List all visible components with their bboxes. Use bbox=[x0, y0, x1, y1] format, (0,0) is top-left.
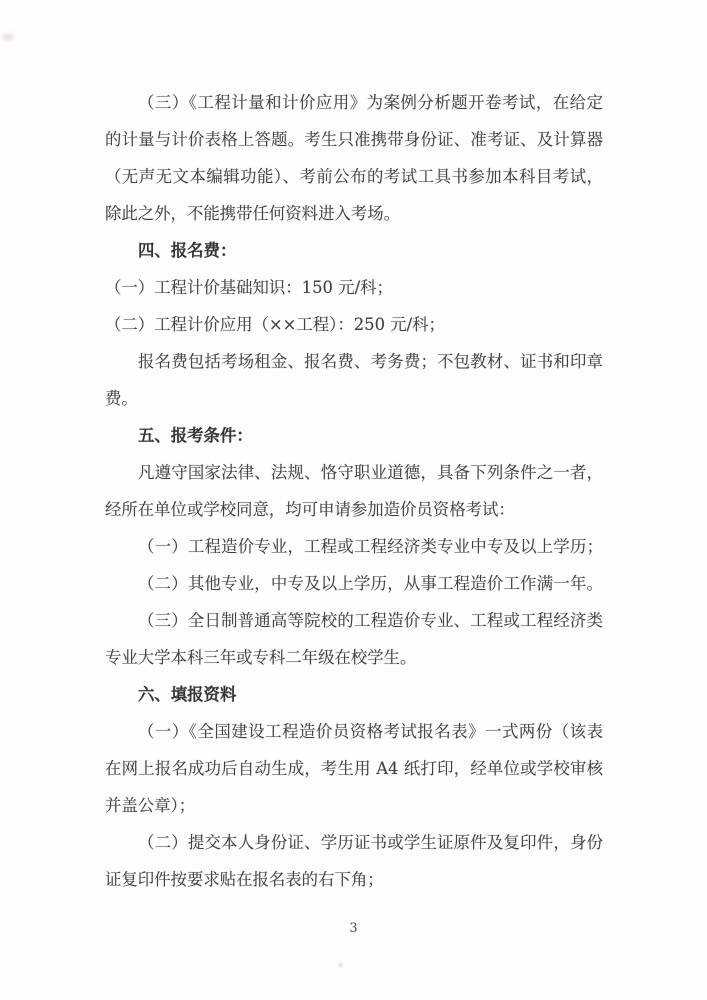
text-line: （二）其他专业，中专及以上学历，从事工程造价工作满一年。 bbox=[138, 574, 603, 593]
page-number: 3 bbox=[349, 921, 358, 936]
scan-dot-artifact bbox=[338, 963, 343, 967]
text-line: （一）工程计价基础知识：150 元/科； bbox=[105, 278, 393, 297]
text-line: 凡遵守国家法律、法规、恪守职业道德，具备下列条件之一者， bbox=[138, 463, 603, 482]
text-line: （二）提交本人身份证、学历证书或学生证原件及复印件，身份 bbox=[138, 833, 603, 852]
text-line: 证复印件按要求贴在报名表的右下角； bbox=[105, 870, 384, 889]
text-line: 费。 bbox=[105, 389, 138, 408]
text-line: 在网上报名成功后自动生成，考生用 A4 纸打印，经单位或学校审核 bbox=[105, 759, 603, 778]
para-eligibility-intro bbox=[105, 454, 603, 528]
heading-section-6-application-materials bbox=[105, 676, 603, 713]
para-eligibility-item-2 bbox=[105, 565, 603, 602]
text-line: 五、报考条件： bbox=[138, 426, 253, 445]
scan-smudge-artifact bbox=[2, 33, 14, 41]
document-body bbox=[105, 84, 603, 898]
text-line: 经所在单位或学校同意，均可申请参加造价员资格考试： bbox=[105, 500, 515, 519]
text-line: 除此之外，不能携带任何资料进入考场。 bbox=[105, 204, 401, 223]
text-line: （无声无文本编辑功能）、考前公布的考试工具书参加本科目考试， bbox=[105, 167, 603, 186]
para-fee-note bbox=[105, 343, 603, 417]
para-fee-item-2 bbox=[105, 306, 603, 343]
text-line: 报名费包括考场租金、报名费、考务费；不包教材、证书和印章 bbox=[138, 352, 603, 371]
para-materials-item-2 bbox=[105, 824, 603, 898]
text-line: 四、报名费： bbox=[138, 241, 237, 260]
text-line: （二）工程计价应用（××工程）：250 元/科； bbox=[105, 315, 445, 334]
para-eligibility-item-3 bbox=[105, 602, 603, 676]
para-exam-format-item-3 bbox=[105, 84, 603, 232]
heading-section-5-eligibility bbox=[105, 417, 603, 454]
text-line: 专业大学本科三年或专科二年级在校学生。 bbox=[105, 648, 417, 667]
para-eligibility-item-1 bbox=[105, 528, 603, 565]
text-line: （一）《全国建设工程造价员资格考试报名表》一式两份（该表 bbox=[138, 722, 603, 741]
para-materials-item-1 bbox=[105, 713, 603, 824]
para-fee-item-1 bbox=[105, 269, 603, 306]
text-line: 并盖公章）； bbox=[105, 796, 196, 815]
heading-section-4-registration-fee bbox=[105, 232, 603, 269]
text-line: （一）工程造价专业，工程或工程经济类专业中专及以上学历； bbox=[138, 537, 603, 556]
text-line: 的计量与计价表格上答题。考生只准携带身份证、准考证、及计算器 bbox=[105, 130, 603, 149]
text-line: （三）全日制普通高等院校的工程造价专业、工程或工程经济类 bbox=[138, 611, 603, 630]
text-line: 六、填报资料 bbox=[138, 685, 237, 704]
text-line: （三）《工程计量和计价应用》为案例分析题开卷考试，在给定 bbox=[138, 93, 603, 112]
